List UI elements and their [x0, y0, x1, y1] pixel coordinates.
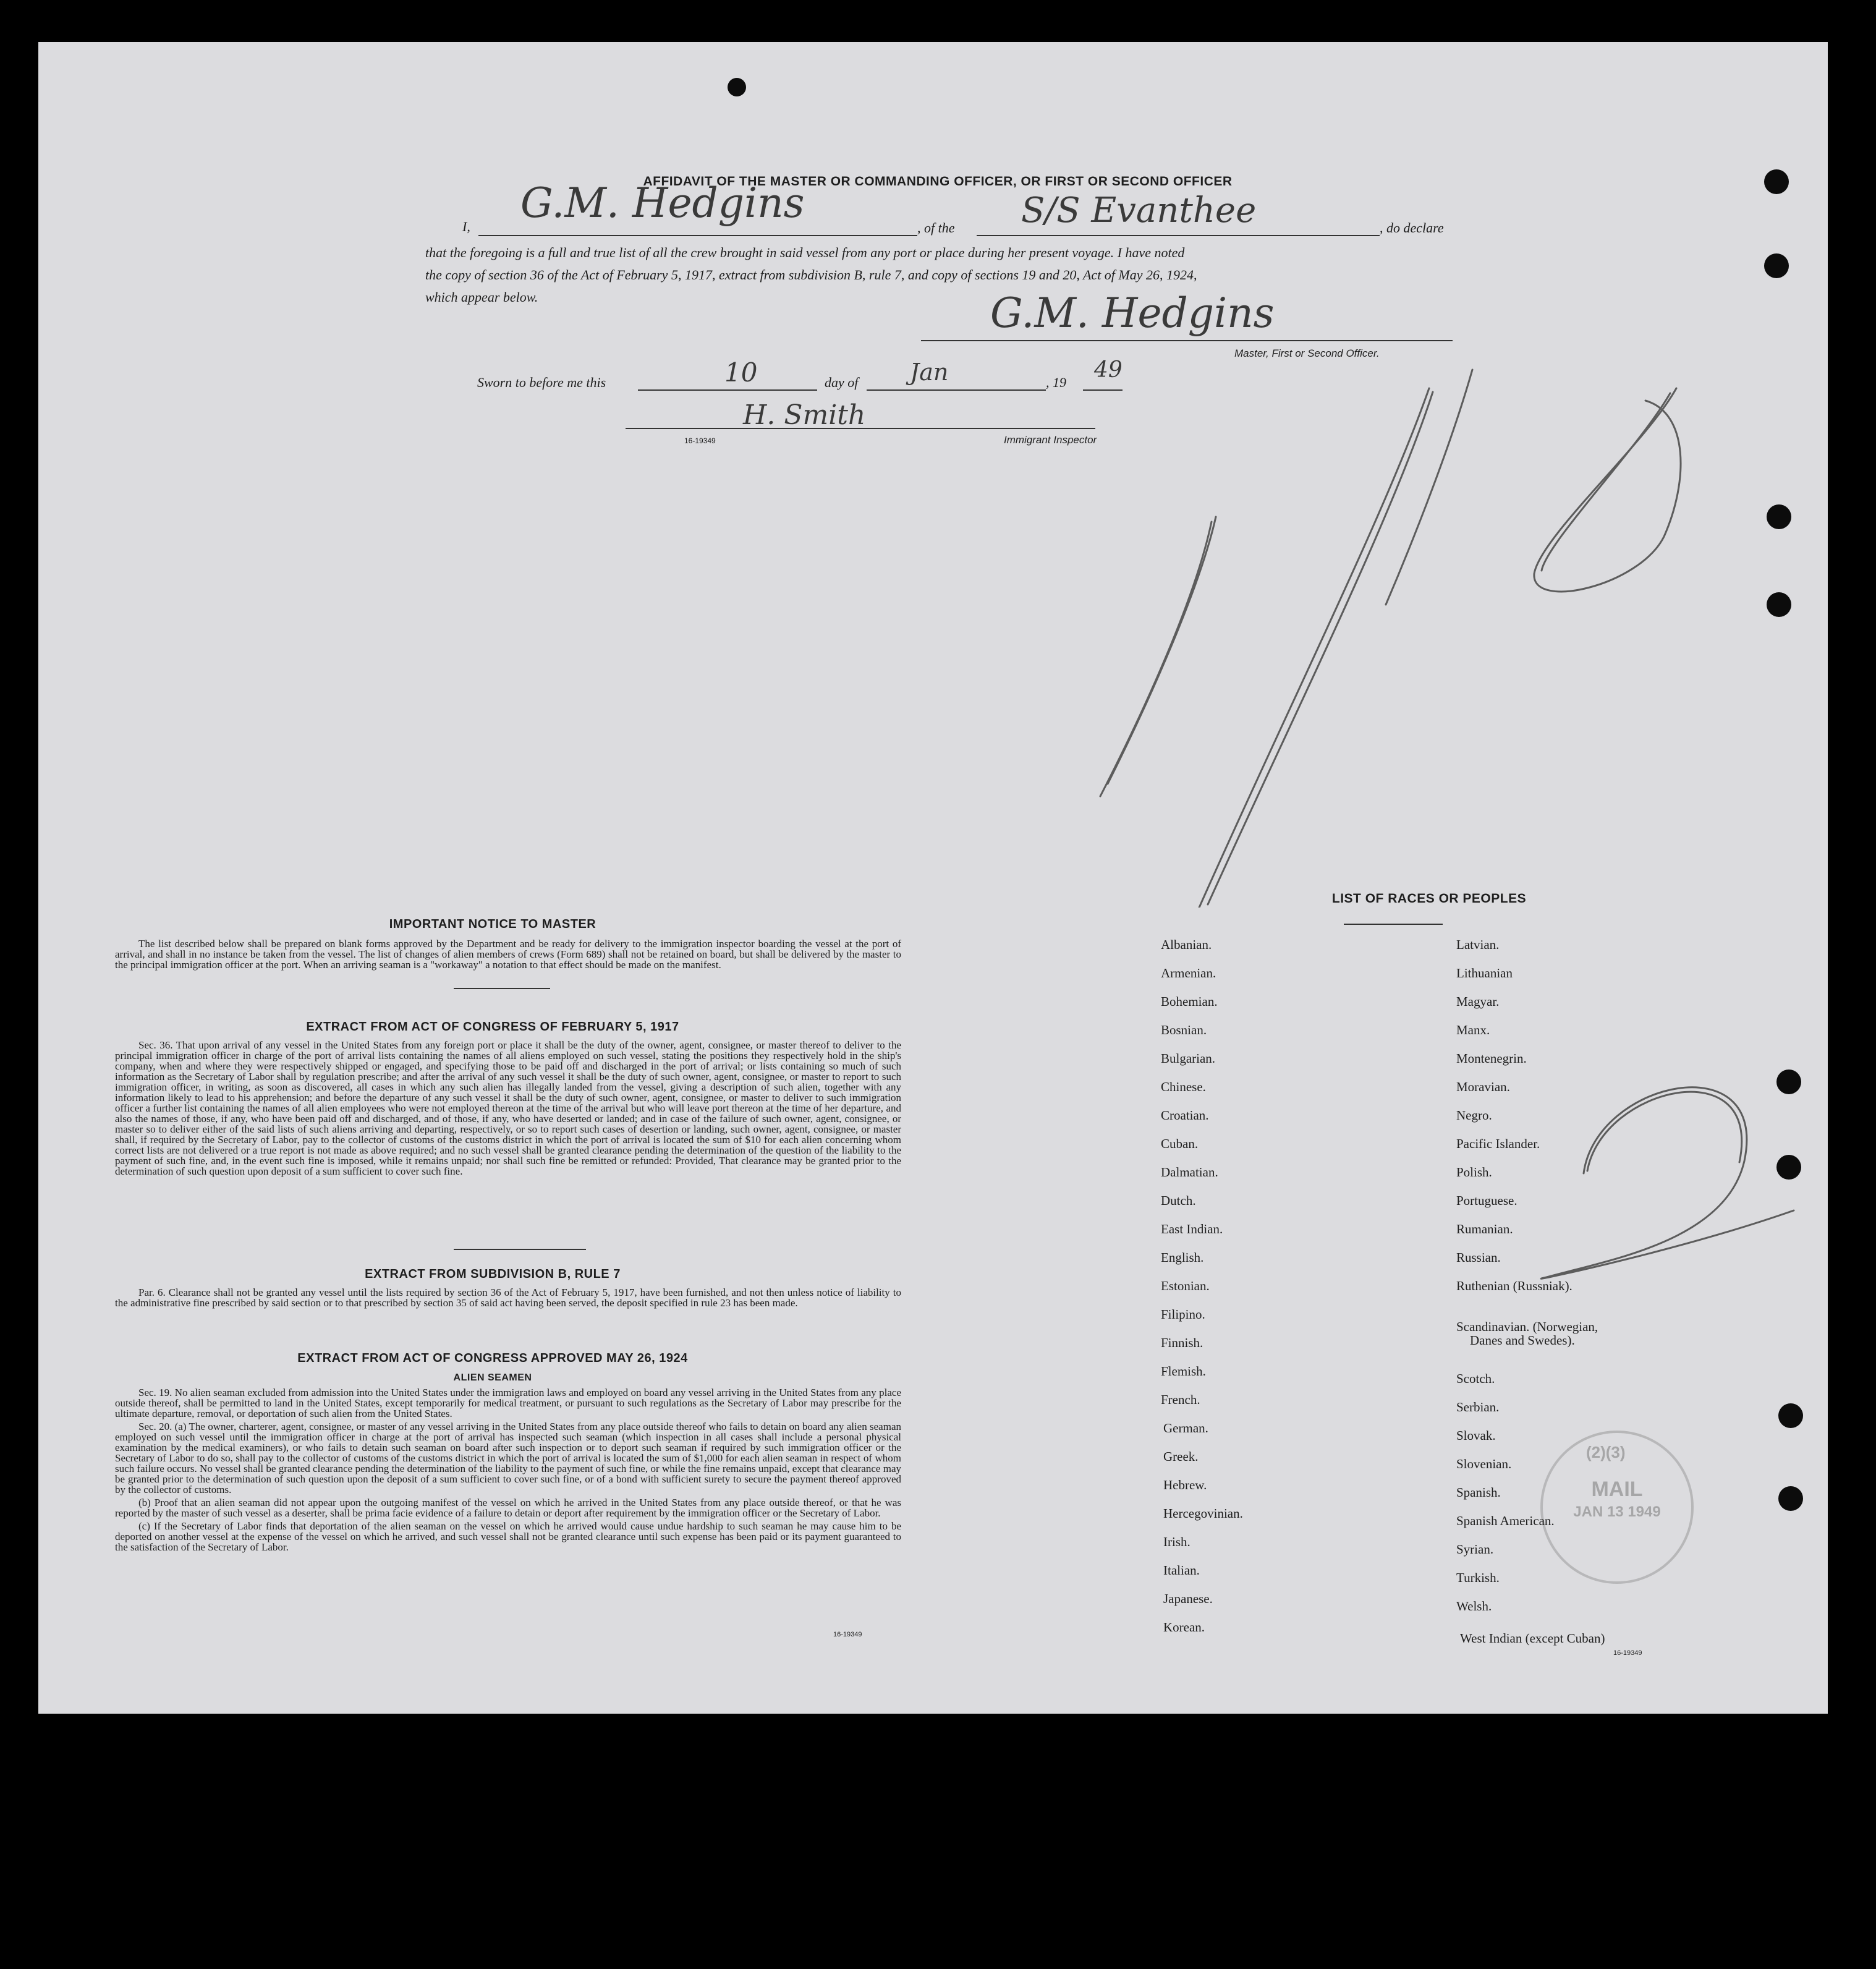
race-item: Scotch. — [1456, 1371, 1495, 1386]
race-item: Bosnian. — [1161, 1023, 1207, 1037]
race-item: Croatian. — [1161, 1108, 1209, 1123]
inspector-caption: Immigrant Inspector — [1004, 434, 1097, 446]
race-item: Italian. — [1163, 1563, 1200, 1578]
race-item: Polish. — [1456, 1165, 1492, 1180]
name-blank — [478, 235, 917, 236]
divider — [454, 1249, 586, 1250]
extract-1924-title: EXTRACT FROM ACT OF CONGRESS APPROVED MAY 26, 1924 — [297, 1351, 688, 1365]
sworn-label: Sworn to before me this — [477, 375, 606, 390]
notice-body — [115, 938, 901, 972]
race-item: Bulgarian. — [1161, 1051, 1216, 1066]
race-item: Negro. — [1456, 1108, 1492, 1123]
alien-seamen-subtitle: ALIEN SEAMEN — [453, 1372, 532, 1383]
form-number-top: 16-19349 — [684, 436, 716, 445]
punch-hole — [1764, 169, 1789, 194]
of-the-label: , of the — [917, 220, 955, 236]
race-item: Hercegovinian. — [1163, 1506, 1243, 1521]
race-item: Spanish American. — [1456, 1513, 1555, 1528]
mail-stamp — [1540, 1431, 1694, 1584]
race-item: Spanish. — [1456, 1485, 1501, 1500]
race-item: Finnish. — [1161, 1335, 1203, 1350]
affidavit-line-2: the copy of section 36 of the Act of February 5, 1917, extract from subdivision B, rule 7, and copy of sections 19 and 20, Act of May 26, 1924, — [425, 267, 1197, 283]
declare-label: , do declare — [1380, 220, 1444, 236]
stamp-date: JAN 13 1949 — [1573, 1503, 1661, 1520]
divider — [1344, 924, 1443, 925]
race-item: Serbian. — [1456, 1400, 1500, 1414]
paragraph-6-text: Par. 6. Clearance shall not be granted any vessel until the lists required by section 36 of the Act of February 5, 1917, have been furnished, and not then unless notice of liability to the administrative fine prescribed by said section or to that prescribed by section 35 of said act having been served, the deposit specified in rule 23 has been made. — [115, 1286, 901, 1309]
race-item: Filipino. — [1161, 1307, 1205, 1322]
race-item: Montenegrin. — [1456, 1051, 1527, 1066]
races-title: LIST OF RACES OR PEOPLES — [1331, 891, 1527, 906]
race-item: English. — [1161, 1250, 1204, 1265]
race-item: West Indian (except Cuban) — [1460, 1631, 1605, 1646]
race-item: Albanian. — [1161, 937, 1212, 952]
race-item: Chinese. — [1161, 1079, 1206, 1094]
punch-hole — [1764, 253, 1789, 278]
race-item: Moravian. — [1456, 1079, 1510, 1094]
race-item: Hebrew. — [1163, 1478, 1207, 1492]
race-item: East Indian. — [1161, 1222, 1223, 1236]
race-item: Armenian. — [1161, 966, 1216, 980]
race-item: German. — [1163, 1421, 1208, 1435]
month-value: Jan — [910, 359, 949, 386]
race-item: Bohemian. — [1161, 994, 1218, 1009]
pencil-annotation-1-10 — [1027, 314, 1732, 908]
day-blank — [638, 389, 817, 391]
year-value: 49 — [1094, 357, 1123, 383]
punch-hole — [1767, 504, 1791, 529]
race-item: Turkish. — [1456, 1570, 1500, 1585]
month-blank — [867, 389, 1046, 391]
master-name-handwritten: G.M. Hedgins — [520, 179, 805, 227]
year-prefix: , 19 — [1046, 375, 1066, 390]
punch-hole — [1778, 1486, 1803, 1511]
inspector-line — [626, 428, 1095, 429]
race-item: Scandinavian. (Norwegian, — [1456, 1319, 1598, 1334]
race-item: Slovenian. — [1456, 1457, 1512, 1471]
affidavit-title: AFFIDAVIT OF THE MASTER OR COMMANDING OFFICER, OR FIRST OR SECOND OFFICER — [643, 174, 1233, 189]
race-item: Cuban. — [1161, 1136, 1199, 1151]
punch-hole — [1767, 592, 1791, 617]
signature-caption: Master, First or Second Officer. — [1234, 347, 1380, 359]
vessel-blank — [977, 235, 1380, 236]
day-value: 10 — [724, 357, 758, 388]
punch-hole — [1778, 1403, 1803, 1428]
section-19-text: Sec. 19. No alien seaman excluded from admission into the United States under the immigration laws and employed on board any vessel arriving in the United States from any place outside thereof, shall be permitted to land in the United States, except temporarily for medical treatment, or pursuant to such regulations as the Secretary of Labor may prescribe for the ultimate departure, removal, or deportation of such alien from the United States. — [115, 1387, 901, 1419]
inspector-signature: H. Smith — [743, 399, 866, 431]
race-item: Magyar. — [1456, 994, 1500, 1009]
race-item: Ruthenian (Russniak). — [1456, 1278, 1573, 1293]
race-item: Dutch. — [1161, 1193, 1196, 1208]
affidavit-line-1: that the foregoing is a full and true list of all the crew brought in said vessel from any port or place during her present voyage. I have noted — [425, 245, 1185, 260]
race-item: Manx. — [1456, 1023, 1490, 1037]
extract-1917-body — [115, 1040, 901, 1179]
race-item: Irish. — [1163, 1534, 1191, 1549]
race-item: Danes and Swedes). — [1470, 1333, 1575, 1348]
punch-hole-top — [728, 78, 746, 96]
race-item: Pacific Islander. — [1456, 1136, 1540, 1151]
subdivision-b-body — [115, 1287, 901, 1311]
race-item: Estonian. — [1161, 1278, 1210, 1293]
vessel-name-handwritten: S/S Evanthee — [1021, 190, 1257, 231]
notice-text: The list described below shall be prepared on blank forms approved by the Department and be ready for delivery to the immigration inspector boarding the vessel at the port of arrival, and shall in no instance be taken from the vessel. The list of changes of alien members of crews (Form 689) shall not be retained on board, but shall be delivered by the master to the principal immigration officer at the port. When an arriving seaman is a "workaway" a notation to that effect should be made on the manifest. — [115, 938, 901, 971]
race-item: Slovak. — [1456, 1428, 1496, 1443]
section-20a-text: Sec. 20. (a) The owner, charterer, agent, consignee, or master of any vessel arriving in the United States from any place outside thereof who fails to detain on board any alien seaman employed on such vessel until the immigration officer in charge at the port of arrival has inspected such seaman (which inspection in all cases shall include a personal physical examination by the medical examiners), or who fails to detain such seaman on board after such inspection or to deport such seaman if required by such immigration officer or the Secretary of Labor to do so, shall pay to the collector of customs of the customs district in which the port of arrival is located the sum of $1,000 for each alien seaman in respect of whom such failure occurs. No vessel shall be granted clearance pending the determination of the liability to the payment of such fine, or while the fine remains unpaid, except that clearance may be granted prior to the determination of such question upon the deposit of a sum sufficient to cover such fine, or of a bond with sufficient surety to secure the payment thereof approved by the collector of customs. — [115, 1421, 901, 1495]
section-20b-text: (b) Proof that an alien seaman did not appear upon the outgoing manifest of the vessel on which he arrived in the United States from any place outside thereof, or that he was reported by the master of such vessel as a deserter, shall be prima facie evidence of a failure to detain or deport after requirement by the immigration officer or the Secretary of Labor. — [115, 1497, 901, 1519]
race-item: Russian. — [1456, 1250, 1501, 1265]
section-36-text: Sec. 36. That upon arrival of any vessel in the United States from any foreign port or place it shall be the duty of the owner, agent, consignee, or master thereof to deliver to the principal immigration officer in charge of the port of arrival lists containing the names of all aliens employed on such vessel, stating the positions they respectively hold in the ship's company, when and where they were respectively shipped or engaged, and specifying those to be paid off and discharged in the port of arrival; or lists containing so much of such information as the Secretary of Labor shall by regulation prescribe; and after the arrival of any such vessel it shall be the duty of such owner, agent, consignee, or master to report to such immigration officer, in writing, as soon as discovered, all cases in which any such alien has illegally landed from the vessel, giving a description of such alien, together with any information likely to lead to his apprehension; and before the departure of any such vessel it shall be the duty of such owner, agent, consignee, or master to deliver to such immigration officer a further list containing the names of all alien employees who were not employed thereon at the time of the arrival but who will leave port thereon at the time of her departure, and also the names of those, if any, who have been paid off and discharged, and of those, if any, who have deserted or landed; and in case of the failure of such owner, agent, consignee, or master so to deliver either of the said lists of such aliens arriving and departing, respectively, or so to report such cases of desertion or landing, such owner, agent, consignee, or master shall, if required by the Secretary of Labor, pay to the collector of customs of the customs district in which the port of arrival is located the sum of $10 for each alien concerning whom correct lists are not delivered or a true report is not made as above required; and no such vessel shall be granted clearance pending the determination of the question of the liability to the payment of such fine, and, in the event such fine is imposed, while it remains unpaid; nor shall such fine be remitted or refunded: Provided, That clearance may be granted prior to the determination of such question upon deposit of a sum sufficient to cover such fine. — [115, 1039, 901, 1177]
race-item: French. — [1161, 1392, 1200, 1407]
form-number-right: 16-19349 — [1613, 1649, 1642, 1657]
race-item: Japanese. — [1163, 1591, 1213, 1606]
extract-1917-title: EXTRACT FROM ACT OF CONGRESS OF FEBRUARY 5, 1917 — [306, 1020, 679, 1034]
race-item: Welsh. — [1456, 1599, 1492, 1614]
race-item: Portuguese. — [1456, 1193, 1517, 1208]
race-item: Latvian. — [1456, 937, 1500, 952]
affidavit-line-3: which appear below. — [425, 289, 538, 305]
stamp-ring-text: (2)(3) — [1586, 1443, 1626, 1461]
race-item: Flemish. — [1161, 1364, 1206, 1379]
section-20c-text: (c) If the Secretary of Labor finds that deportation of the alien seaman on the vessel on which he arrived would cause undue hardship to such seaman he may cause him to be deported on another vessel at the expense of the vessel on which he arrived, and such vessel shall not be granted clearance until such expense has been paid or its payment guaranteed to the satisfaction of the Secretary of Labor. — [115, 1520, 901, 1553]
day-of-label: day of — [825, 375, 859, 390]
race-item: Lithuanian — [1456, 966, 1513, 980]
divider — [454, 988, 550, 989]
form-number-left: 16-19349 — [833, 1631, 862, 1638]
master-signature: G.M. Hedgins — [990, 289, 1275, 337]
race-item: Korean. — [1163, 1620, 1205, 1635]
document-page — [38, 42, 1828, 1714]
race-item: Rumanian. — [1456, 1222, 1513, 1236]
race-item: Syrian. — [1456, 1542, 1494, 1557]
affidavit-prefix: I, — [462, 219, 470, 234]
race-item: Greek. — [1163, 1449, 1199, 1464]
subdivision-b-title: EXTRACT FROM SUBDIVISION B, RULE 7 — [365, 1267, 621, 1281]
race-item: Dalmatian. — [1161, 1165, 1218, 1180]
notice-title: IMPORTANT NOTICE TO MASTER — [389, 917, 596, 931]
extract-1924-body — [115, 1387, 901, 1555]
pencil-annotation-2 — [1509, 1056, 1831, 1316]
stamp-mail: MAIL — [1591, 1478, 1643, 1501]
